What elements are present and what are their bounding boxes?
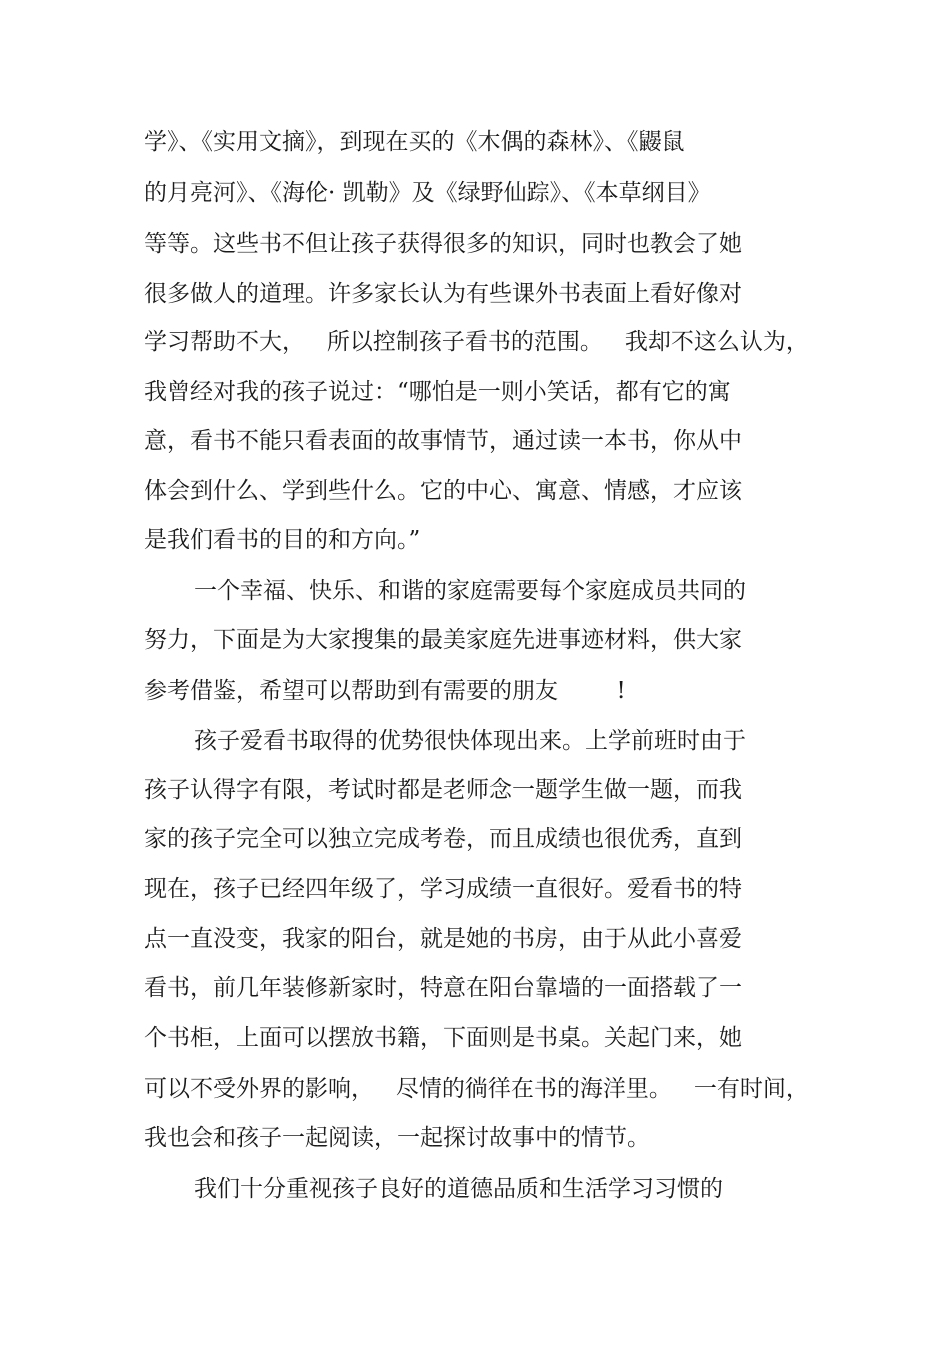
text-line: 体会到什么、学到些什么。它的中心、寓意、情感，才应该 — [144, 478, 742, 504]
text-line: 的月亮河》、《海伦· 凯勒》及《绿野仙踪》、《本草纲目》 — [144, 180, 711, 206]
text-line: 孩子认得字有限，考试时都是老师念一题学生做一题，而我 — [144, 777, 742, 803]
text-line: 我也会和孩子一起阅读，一起探讨故事中的情节。 — [144, 1125, 650, 1151]
text-line: 可以不受外界的影响， 尽情的徜徉在书的海洋里。 一有时间， — [144, 1076, 809, 1102]
text-line: 学习帮助不大， 所以控制孩子看书的范围。 我却不这么认为， — [144, 329, 809, 355]
paragraph-first-line: 孩子爱看书取得的优势很快体现出来。上学前班时由于 — [194, 728, 746, 754]
text-line: 个书柜，上面可以摆放书籍，下面则是书桌。关起门来，她 — [144, 1025, 742, 1051]
text-line: 现在，孩子已经四年级了，学习成绩一直很好。爱看书的特 — [144, 876, 742, 902]
text-line: 参考借鉴，希望可以帮助到有需要的朋友 ! — [144, 678, 626, 704]
text-line: 等等。这些书不但让孩子获得很多的知识，同时也教会了她 — [144, 231, 742, 257]
text-line: 很多做人的道理。许多家长认为有些课外书表面上看好像对 — [144, 281, 742, 307]
text-line: 意，看书不能只看表面的故事情节，通过读一本书，你从中 — [144, 428, 742, 454]
text-line: 点一直没变，我家的阳台，就是她的书房，由于从此小喜爱 — [144, 926, 742, 952]
text-line: 学》、《实用文摘》，到现在买的《木偶的森林》、《鼹鼠 — [144, 129, 685, 155]
text-line: 看书，前几年装修新家时，特意在阳台靠墙的一面搭载了一 — [144, 975, 742, 1001]
text-line: 家的孩子完全可以独立完成考卷，而且成绩也很优秀，直到 — [144, 826, 742, 852]
paragraph-first-line: 一个幸福、快乐、和谐的家庭需要每个家庭成员共同的 — [194, 578, 746, 604]
text-line: 努力，下面是为大家搜集的最美家庭先进事迹材料，供大家 — [144, 627, 742, 653]
paragraph-first-line: 我们十分重视孩子良好的道德品质和生活学习习惯的 — [194, 1176, 723, 1202]
text-line: 我曾经对我的孩子说过：“哪怕是一则小笑话，都有它的寓 — [144, 379, 731, 405]
text-line: 是我们看书的目的和方向。” — [144, 527, 421, 553]
